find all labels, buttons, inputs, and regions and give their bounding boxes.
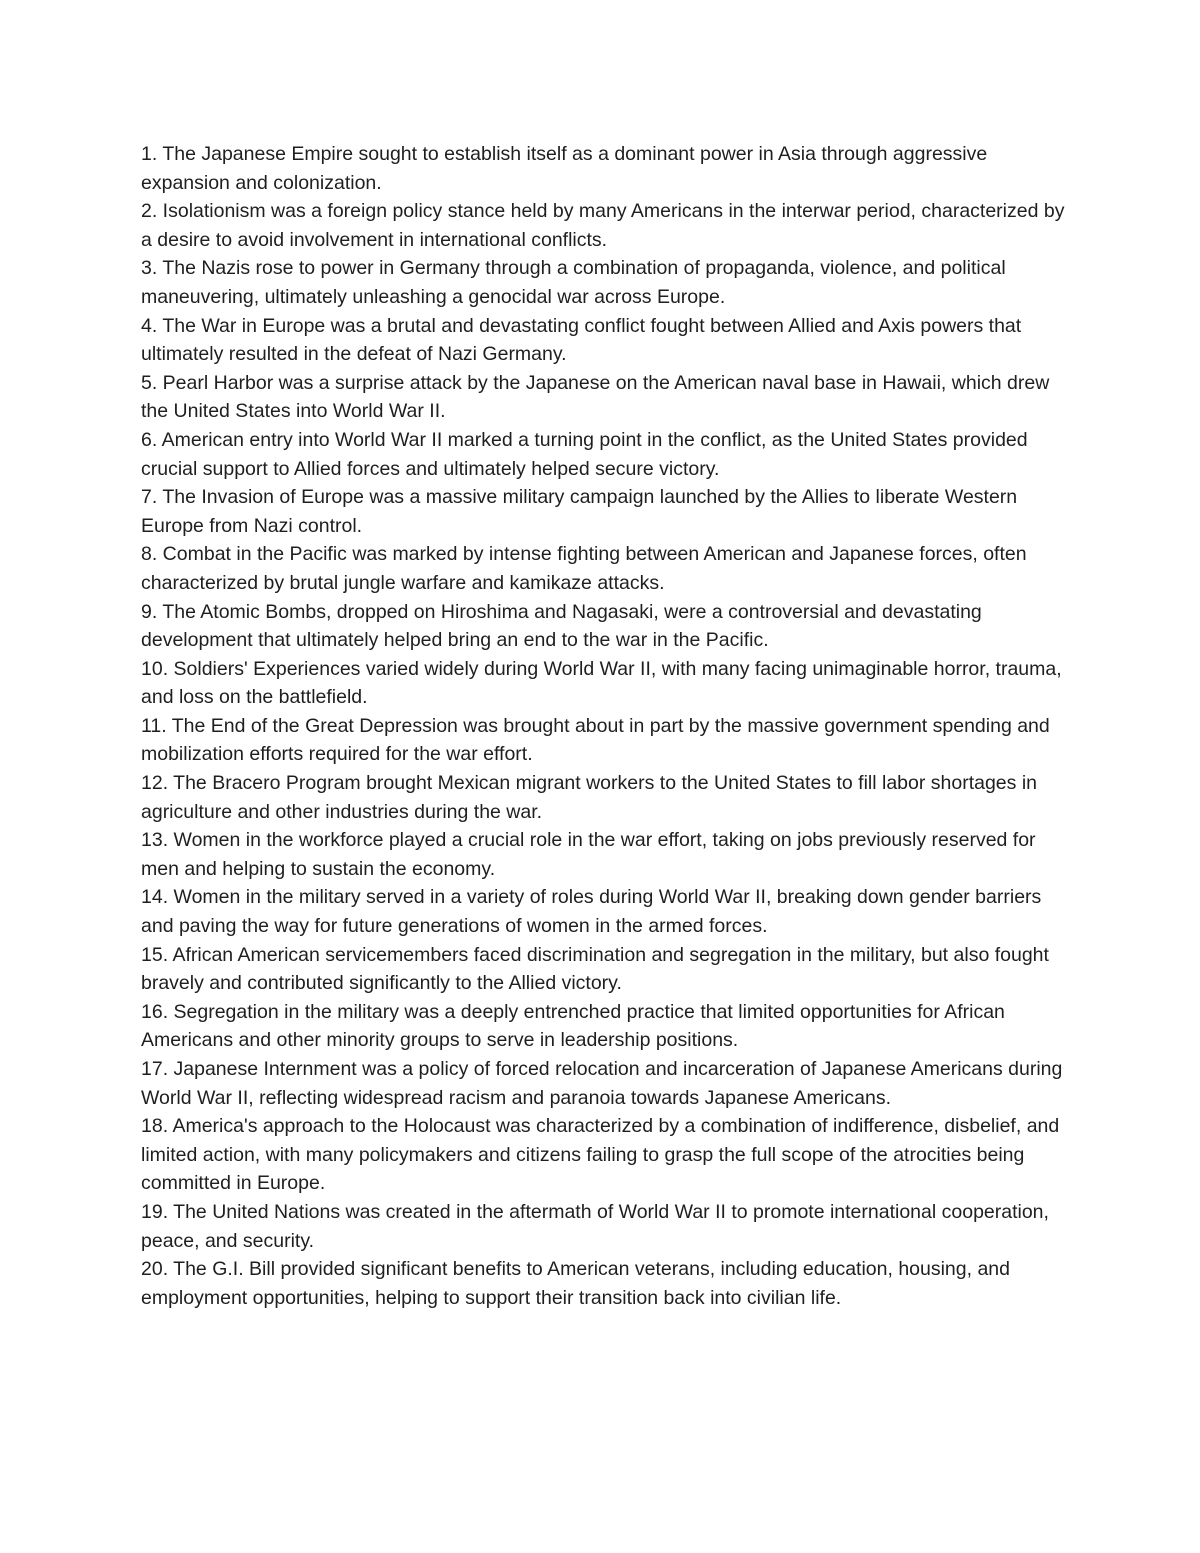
- list-item: 5. Pearl Harbor was a surprise attack by the Japanese on the American naval base in Hawaii, which drew the United States into World War II.: [141, 371, 1050, 423]
- list-item: 13. Women in the workforce played a crucial role in the war effort, taking on jobs previously reserved for men and helping to sustain the economy.: [141, 829, 1036, 880]
- list-item: 20. The G.I. Bill provided significant benefits to American veterans, including education, housing, and employment opportunities, helping to support their transition back into civilian life.: [141, 1258, 1010, 1309]
- list-item: 2. Isolationism was a foreign policy stance held by many Americans in the interwar period, characterized by a desire to avoid involvement in international conflicts.: [141, 200, 1065, 251]
- list-item: 16. Segregation in the military was a deeply entrenched practice that limited opportunities for African Americans and other minority groups to serve in leadership positions.: [141, 1000, 1005, 1052]
- list-item: 8. Combat in the Pacific was marked by intense fighting between American and Japanese forces, often characterized by brutal jungle warfare and kamikaze attacks.: [141, 543, 1027, 594]
- list-item: 9. The Atomic Bombs, dropped on Hiroshima and Nagasaki, were a controversial and devastating development that ultimately helped bring an end to the war in the Pacific.: [141, 600, 982, 652]
- list-item: 14. Women in the military served in a variety of roles during World War II, breaking down gender barriers and paving the way for future generations of women in the armed forces.: [141, 886, 1042, 938]
- list-item: 11. The End of the Great Depression was brought about in part by the massive government spending and mobilization efforts required for the war effort.: [141, 714, 1050, 766]
- list-item: 19. The United Nations was created in the aftermath of World War II to promote international cooperation, peace, and security.: [141, 1200, 1049, 1252]
- list-item: 10. Soldiers' Experiences varied widely during World War II, with many facing unimaginable horror, trauma, and loss on the battlefield.: [141, 657, 1062, 709]
- list-item: 17. Japanese Internment was a policy of forced relocation and incarceration of Japanese Americans during World War II, reflecting widespread racism and paranoia towards Japanese Americans.: [141, 1058, 1063, 1109]
- list-item: 7. The Invasion of Europe was a massive military campaign launched by the Allies to liberate Western Europe from Nazi control.: [141, 486, 1018, 537]
- list-item: 4. The War in Europe was a brutal and devastating conflict fought between Allied and Axis powers that ultimately resulted in the defeat of Nazi Germany.: [141, 314, 1022, 366]
- list-item: 12. The Bracero Program brought Mexican migrant workers to the United States to fill labor shortages in agriculture and other industries during the war.: [141, 772, 1037, 823]
- list-item: 15. African American servicemembers faced discrimination and segregation in the military, but also fought bravely and contributed significantly to the Allied victory.: [141, 943, 1049, 995]
- numbered-list: [141, 140, 1071, 1312]
- list-item: 6. American entry into World War II marked a turning point in the conflict, as the United States provided crucial support to Allied forces and ultimately helped secure victory.: [141, 428, 1028, 480]
- list-item: 18. America's approach to the Holocaust was characterized by a combination of indifference, disbelief, and limited action, with many policymakers and citizens failing to grasp the full scope of the atrocities being committed in Europe.: [141, 1115, 1060, 1195]
- list-item: 1. The Japanese Empire sought to establish itself as a dominant power in Asia through aggressive expansion and colonization.: [141, 143, 988, 194]
- list-item: 3. The Nazis rose to power in Germany through a combination of propaganda, violence, and political maneuvering, ultimately unleashing a genocidal war across Europe.: [141, 257, 1006, 308]
